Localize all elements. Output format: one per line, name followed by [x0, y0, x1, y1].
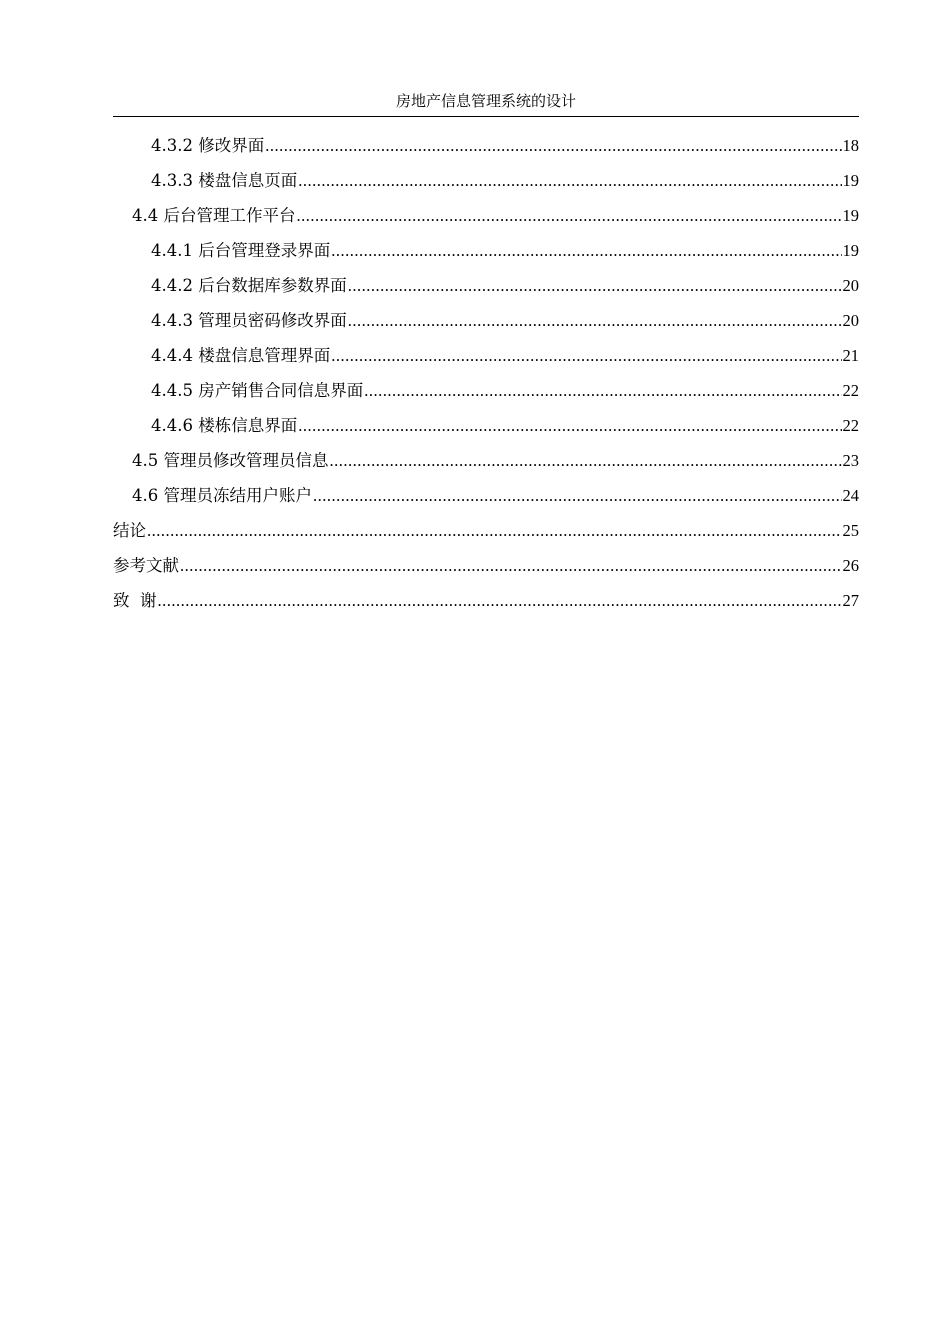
toc-dot-leader	[297, 201, 842, 231]
toc-entry[interactable]	[113, 551, 859, 586]
toc-entry-label: 4.4.3 管理员密码修改界面	[151, 311, 347, 330]
toc-dot-leader	[331, 341, 841, 371]
page-header: 房地产信息管理系统的设计	[395, 92, 576, 110]
toc-entry-page: 23	[842, 451, 859, 470]
toc-dot-leader	[298, 411, 841, 441]
toc-entry[interactable]	[113, 166, 859, 201]
toc-entry-page: 18	[842, 136, 859, 155]
toc-entry-label: 4.4.4 楼盘信息管理界面	[151, 346, 331, 365]
toc-entry-label: 4.6 管理员冻结用户账户	[132, 486, 312, 505]
toc-entry[interactable]	[113, 306, 859, 341]
toc-dot-leader	[298, 166, 841, 196]
toc-entry-page: 26	[842, 556, 859, 575]
toc-entry[interactable]	[113, 271, 859, 306]
toc-entry-page: 20	[842, 276, 859, 295]
toc-entry-label: 4.4.5 房产销售合同信息界面	[151, 381, 364, 400]
toc-entry-label: 结论	[113, 521, 146, 540]
toc-entry-label: 4.4.6 楼栋信息界面	[151, 416, 298, 435]
toc-entry-page: 22	[842, 416, 859, 435]
toc-entry-label: 4.3.2 修改界面	[151, 136, 265, 155]
table-of-contents	[113, 131, 859, 621]
toc-dot-leader	[348, 306, 842, 336]
toc-entry-page: 22	[842, 381, 859, 400]
toc-entry[interactable]	[113, 376, 859, 411]
toc-entry-page: 27	[842, 591, 859, 610]
toc-dot-leader	[331, 236, 841, 266]
toc-entry-page: 24	[842, 486, 859, 505]
toc-entry-page: 25	[842, 521, 859, 540]
toc-entry[interactable]	[113, 236, 859, 271]
toc-dot-leader	[348, 271, 842, 301]
toc-entry-label: 4.4.1 后台管理登录界面	[151, 241, 331, 260]
toc-dot-leader	[313, 481, 842, 511]
toc-entry[interactable]	[113, 411, 859, 446]
toc-entry-page: 21	[842, 346, 859, 365]
toc-dot-leader	[364, 376, 841, 406]
toc-entry-page: 19	[842, 171, 859, 190]
toc-entry[interactable]	[113, 131, 859, 166]
toc-entry[interactable]	[113, 341, 859, 376]
header-divider	[113, 116, 859, 117]
toc-dot-leader	[180, 551, 842, 581]
toc-entry[interactable]	[113, 586, 859, 621]
toc-entry-label: 参考文献	[113, 556, 179, 575]
toc-entry-label: 4.4.2 后台数据库参数界面	[151, 276, 347, 295]
toc-entry-page: 19	[842, 206, 859, 225]
toc-entry[interactable]	[113, 201, 859, 236]
toc-dot-leader	[265, 131, 841, 161]
toc-dot-leader	[158, 586, 842, 616]
toc-entry-label: 致 谢	[113, 591, 157, 610]
toc-entry[interactable]	[113, 516, 859, 551]
toc-dot-leader	[147, 516, 842, 546]
toc-entry-page: 19	[842, 241, 859, 260]
toc-entry-label: 4.4 后台管理工作平台	[132, 206, 296, 225]
toc-entry-label: 4.5 管理员修改管理员信息	[132, 451, 329, 470]
toc-dot-leader	[330, 446, 842, 476]
toc-entry-label: 4.3.3 楼盘信息页面	[151, 171, 298, 190]
toc-entry[interactable]	[113, 446, 859, 481]
toc-entry-page: 20	[842, 311, 859, 330]
toc-entry[interactable]	[113, 481, 859, 516]
